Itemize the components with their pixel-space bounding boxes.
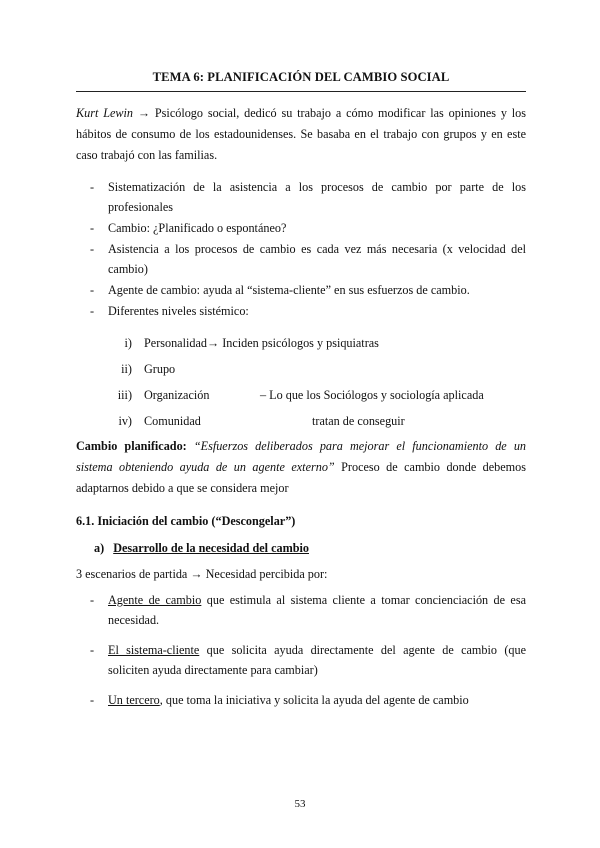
- planned-change-paragraph: [76, 436, 526, 499]
- intro-arrow: →: [137, 106, 151, 120]
- planned-change-label: Cambio planificado:: [76, 439, 187, 453]
- page-title: TEMA 6: PLANIFICACIÓN DEL CAMBIO SOCIAL: [152, 70, 450, 84]
- intro-text: Psicólogo social, dedicó su trabajo a cómo modificar las opiniones y los hábitos de consumo de los estadounidenses. Se basaba en el trabajo con grupos y en este caso trabajó con las familias.: [76, 106, 527, 162]
- list-item: ii) Grupo: [121, 362, 176, 376]
- list-item: i) Personalidad→ Inciden psicólogos y psiquiatras: [124, 336, 379, 350]
- section-heading: 6.1. Iniciación del cambio (“Descongelar”): [76, 514, 296, 528]
- list-item: iii) Organización – Lo que los Sociólogos y sociología aplicada: [112, 382, 512, 408]
- list-item: - Agente de cambio que estimula al sistema cliente a tomar concienciación de esa necesidad.: [90, 593, 526, 627]
- list-item: iv) Comunidad tratan de conseguir: [112, 408, 512, 434]
- list-item: - Diferentes niveles sistémico:: [90, 304, 249, 318]
- intro-paragraph: [76, 103, 526, 166]
- scenarios-line: 3 escenarios de partida → Necesidad percibida por:: [76, 567, 328, 581]
- author-name: Kurt Lewin: [76, 106, 133, 120]
- list-item: - El sistema-cliente que solicita ayuda directamente del agente de cambio (que soliciten ayuda directamente para cambiar): [90, 643, 526, 677]
- list-item: - Sistematización de la asistencia a los procesos de cambio por parte de los profesionales: [90, 180, 526, 214]
- systemic-levels-list: [112, 330, 512, 434]
- bullet-list: [76, 177, 526, 321]
- page-number: 53: [294, 798, 306, 810]
- subsection-heading: [94, 538, 309, 558]
- subsection-number: a): [94, 541, 105, 555]
- list-item: - Asistencia a los procesos de cambio es cada vez más necesaria (x velocidad del cambio): [90, 242, 526, 276]
- levels-note-line1: – Lo que los Sociólogos y sociología aplicada: [260, 388, 484, 402]
- scenario-list: [76, 590, 526, 710]
- planned-change-text: Proceso de cambio donde debemos adaptarnos debido a que se considera mejor: [76, 460, 526, 495]
- list-item: - Cambio: ¿Planificado o espontáneo?: [90, 221, 287, 235]
- list-item: - Agente de cambio: ayuda al “sistema-cliente” en sus esfuerzos de cambio.: [90, 283, 470, 297]
- planned-change-quote: “Esfuerzos deliberados para mejorar el funcionamiento de un sistema obteniendo ayuda de un agente externo”: [76, 439, 527, 474]
- list-item: - Un tercero, que toma la iniciativa y solicita la ayuda del agente de cambio: [90, 693, 469, 707]
- levels-note-line2: tratan de conseguir: [312, 414, 405, 428]
- title-underline: [76, 91, 526, 92]
- subsection-title: Desarrollo de la necesidad del cambio: [113, 541, 309, 555]
